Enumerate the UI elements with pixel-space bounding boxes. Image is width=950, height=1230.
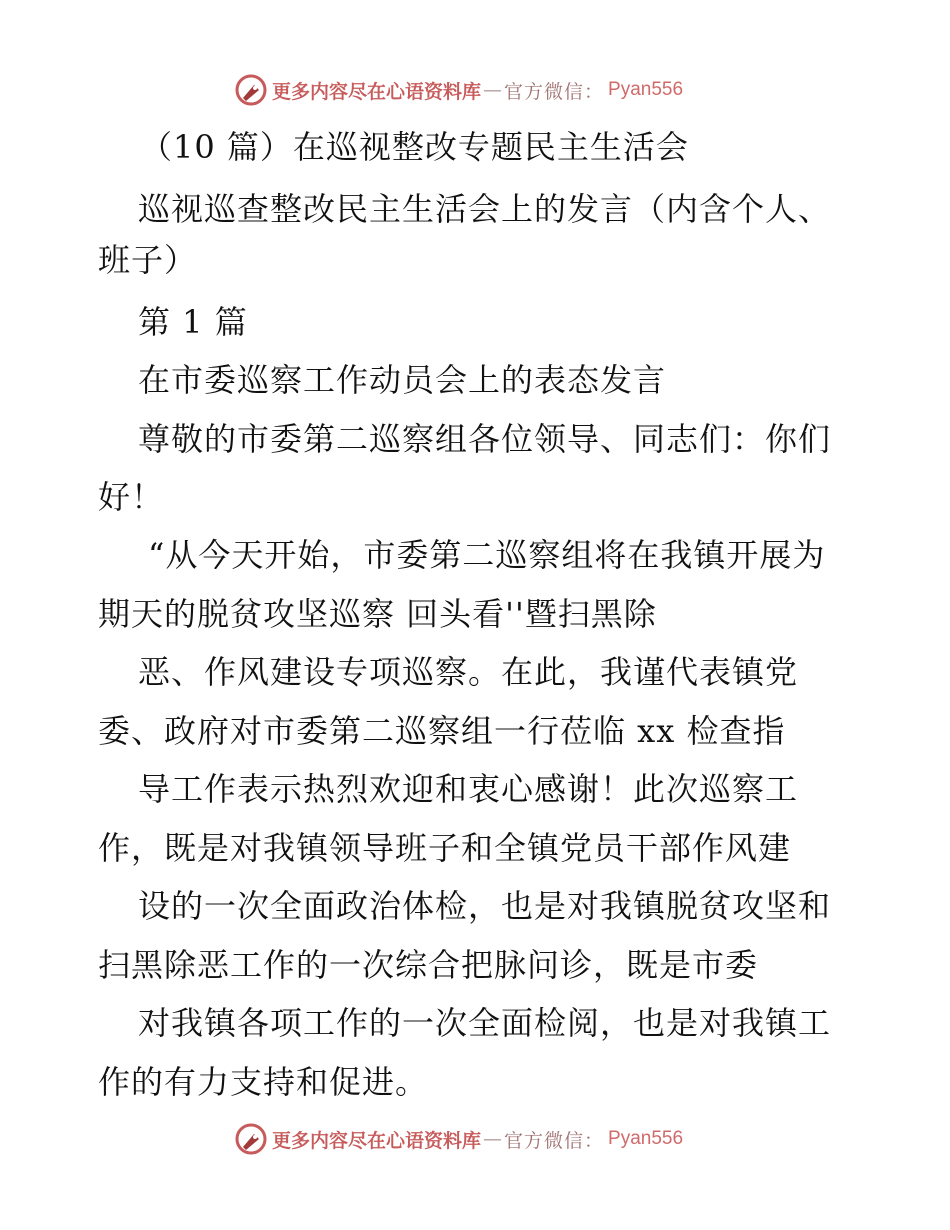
banner-text: 更多内容尽在心语资料库 [272, 1129, 482, 1152]
banner-wechat-id: Pyan556 [608, 79, 684, 100]
section-heading: 第 1 篇 [138, 303, 248, 341]
paragraph-line: 尊敬的市委第二巡察组各位领导、同志们：你们 [138, 420, 832, 458]
paragraph-line: 作的有力支持和促进。 [98, 1063, 429, 1101]
footer-banner [234, 1121, 683, 1157]
banner-wechat-label: 官方微信： [504, 80, 605, 103]
paragraph-line: 导工作表示热烈欢迎和衷心感谢！此次巡察工 [138, 770, 799, 808]
doc-subtitle: 巡视巡查整改民主生活会上的发言（内含个人、 [138, 190, 832, 228]
paragraph-line: 作，既是对我镇领导班子和全镇党员干部作风建 [98, 829, 792, 867]
banner-text: 更多内容尽在心语资料库 [272, 80, 482, 103]
pen-nib-logo-icon [234, 73, 268, 107]
pen-nib-logo-icon [234, 1122, 268, 1156]
banner-wechat-label: 官方微信： [504, 1129, 605, 1152]
banner-wechat-id: Pyan556 [608, 1128, 684, 1149]
paragraph-line: 扫黑除恶工作的一次综合把脉问诊，既是市委 [98, 946, 759, 984]
paragraph-line: 对我镇各项工作的一次全面检阅，也是对我镇工 [138, 1004, 832, 1042]
speech-title: 在市委巡察工作动员会上的表态发言 [138, 361, 667, 399]
paragraph-line: 期天的脱贫攻坚巡察 回头看''暨扫黑除 [98, 595, 657, 633]
banner-dash: — [483, 79, 503, 101]
header-banner [234, 72, 683, 108]
doc-subtitle-cont: 班子） [98, 241, 198, 279]
paragraph-line: 委、政府对市委第二巡察组一行莅临 xx 检查指 [98, 712, 786, 750]
paragraph-line: 好！ [98, 478, 165, 516]
paragraph-line: “从今天开始，市委第二巡察组将在我镇开展为 [148, 536, 826, 574]
paragraph-line: 恶、作风建设专项巡察。在此，我谨代表镇党 [138, 653, 799, 691]
paragraph-line: 设的一次全面政治体检，也是对我镇脱贫攻坚和 [138, 887, 832, 925]
banner-dash: — [483, 1128, 503, 1150]
doc-title: （10 篇）在巡视整改专题民主生活会 [140, 128, 689, 166]
